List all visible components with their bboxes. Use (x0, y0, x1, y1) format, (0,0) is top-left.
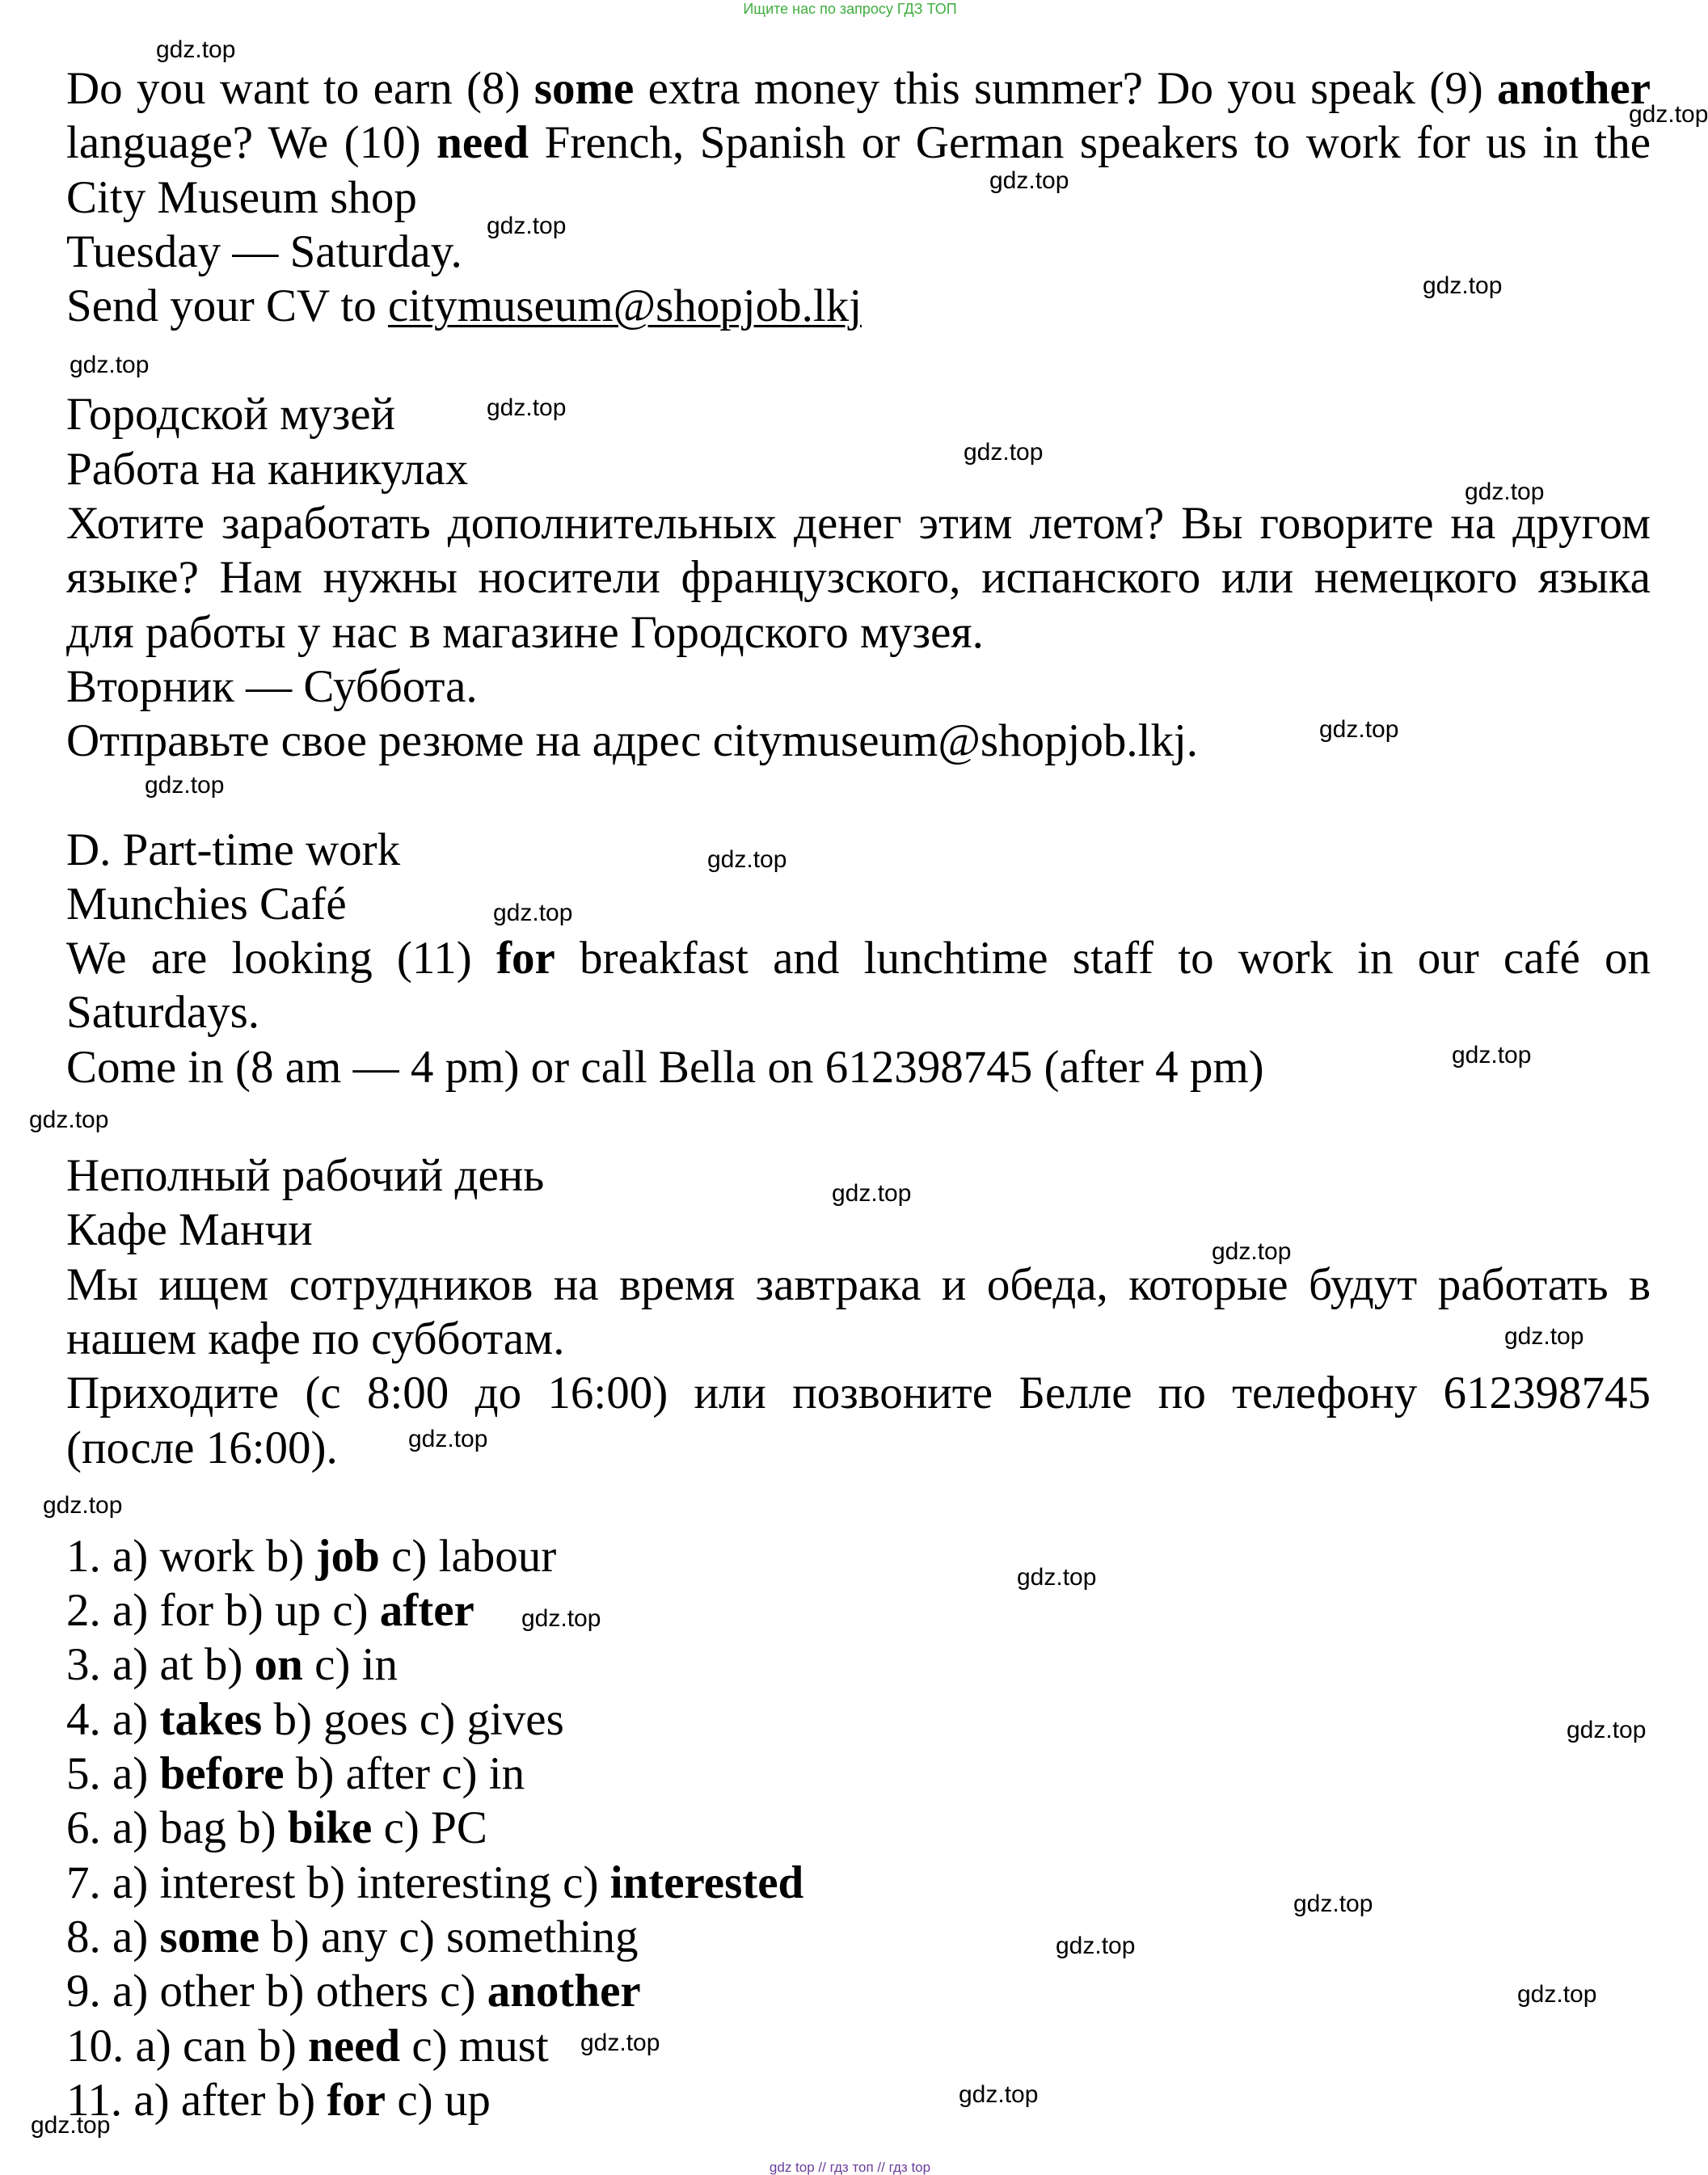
ad-d-line-4: Saturdays. (66, 987, 260, 1039)
watermark: gdz.top (156, 36, 236, 63)
watermark: gdz.top (832, 1180, 912, 1207)
ad-c-ru-line-2: Работа на каникулах (66, 443, 469, 495)
watermark: gdz.top (1517, 1981, 1597, 2008)
answer-item: 1. a) work b) job c) labour (66, 1530, 557, 1582)
watermark: gdz.top (1423, 272, 1503, 299)
answer-item: 10. a) can b) need c) must (66, 2020, 549, 2072)
ad-d-line-1: D. Part-time work (66, 824, 401, 875)
ad-c-line-4: Tuesday — Saturday. (66, 226, 462, 277)
watermark: gdz.top (580, 2030, 660, 2056)
watermark: gdz.top (959, 2081, 1039, 2108)
answer-bold: on (254, 1639, 303, 1691)
email-link[interactable]: citymuseum@shopjob.lkj (387, 280, 862, 332)
watermark: gdz.top (1629, 101, 1708, 128)
watermark: gdz.top (964, 439, 1044, 466)
ad-c-ru-line-6: Вторник — Суббота. (66, 660, 478, 712)
ad-c-ru-line-5: для работы у нас в магазине Городского музея. (66, 606, 984, 658)
watermark: gdz.top (989, 167, 1069, 194)
ad-c-ru-line-1: Городской музей (66, 389, 396, 440)
ad-d-ru-line-3: Мы ищем сотрудников на время завтрака и обеда, которые будут работать в (66, 1258, 1651, 1310)
answer-item: 3. a) at b) on c) in (66, 1639, 398, 1691)
watermark: gdz.top (29, 1106, 109, 1133)
answer-bold: job (315, 1530, 380, 1582)
watermark: gdz.top (487, 394, 567, 421)
page-content (66, 61, 1651, 2127)
watermark: gdz.top (1504, 1323, 1584, 1350)
answer-bold: another (487, 1966, 641, 2017)
answer-item: 9. a) other b) others c) another (66, 1966, 641, 2017)
answer-item: 2. a) for b) up c) after (66, 1585, 474, 1637)
ad-c-line-3: City Museum shop (66, 171, 417, 223)
answer-bold: before (159, 1748, 285, 1800)
ad-d-line-3: We are looking (11) for breakfast and lunchtime staff to work in our café on (66, 933, 1651, 984)
answer-bold: need (308, 2020, 401, 2072)
ad-c-line-5: Send your CV to citymuseum@shopjob.lkj (66, 280, 862, 332)
ad-d-line-5: Come in (8 am — 4 pm) or call Bella on 612398745 (after 4 pm) (66, 1041, 1264, 1093)
watermark: gdz.top (31, 2112, 111, 2139)
spacer (66, 1094, 1651, 1149)
answer-bold: takes (159, 1693, 263, 1745)
answer-bold: after (379, 1585, 474, 1637)
answer-item: 6. a) bag b) bike c) PC (66, 1802, 487, 1854)
ad-c-line-1: Do you want to earn (8) some extra money this summer? Do you speak (9) another (66, 63, 1651, 114)
ad-d-ru-line-5: Приходите (с 8:00 до 16:00) или позвоните Белле по телефону 612398745 (66, 1368, 1651, 1419)
answer-item: 4. a) takes b) goes c) gives (66, 1693, 564, 1745)
answer-item: 8. a) some b) any c) something (66, 1911, 639, 1962)
ad-d-ru-line-2: Кафе Манчи (66, 1204, 313, 1256)
ad-c-ru-line-7: Отправьте свое резюме на адрес citymuseum@shopjob.lkj. (66, 715, 1199, 767)
spacer (66, 1475, 1651, 1529)
footer-links[interactable]: gdz top // гдз топ // гдз top (769, 2160, 931, 2175)
watermark: gdz.top (1319, 716, 1399, 743)
watermark: gdz.top (1017, 1564, 1097, 1591)
ad-d-ru-line-1: Неполный рабочий день (66, 1150, 545, 1202)
ad-d-ru-line-4: нашем кафе по субботам. (66, 1313, 565, 1364)
answer-item: 5. a) before b) after c) in (66, 1748, 525, 1800)
answers-list (66, 1529, 1651, 2127)
top-banner[interactable]: Ищите нас по запросу ГДЗ ТОП (743, 1, 957, 17)
ad-d-ru-line-6: (после 16:00). (66, 1422, 338, 1473)
ad-d-line-2: Munchies Café (66, 878, 347, 929)
watermark: gdz.top (1293, 1890, 1373, 1917)
ad-c-ru-line-3: Хотите заработать дополнительных денег этим летом? Вы говорите на другом (66, 498, 1651, 550)
watermark: gdz.top (1567, 1717, 1647, 1743)
watermark: gdz.top (493, 900, 573, 926)
ad-c-ru-line-4: языке? Нам нужны носители французского, испанского или немецкого языка (66, 552, 1651, 604)
answer-bold: some (159, 1911, 259, 1962)
answer-bold: interested (609, 1857, 804, 1908)
watermark: gdz.top (408, 1426, 488, 1452)
watermark: gdz.top (1212, 1238, 1292, 1265)
watermark: gdz.top (487, 213, 567, 239)
watermark: gdz.top (1465, 478, 1545, 505)
watermark: gdz.top (145, 772, 225, 799)
answer-bold: need (436, 117, 529, 169)
spacer (66, 769, 1651, 823)
answer-item: 7. a) interest b) interesting c) interested (66, 1857, 804, 1908)
answer-bold: for (496, 933, 555, 984)
watermark: gdz.top (521, 1605, 601, 1632)
answer-bold: another (1497, 63, 1651, 114)
watermark: gdz.top (43, 1492, 123, 1519)
spacer (66, 333, 1651, 387)
ad-c-line-2: language? We (10) need French, Spanish or German speakers to work for us in the (66, 117, 1651, 169)
answer-item: 11. a) after b) for c) up (66, 2074, 491, 2126)
answer-bold: some (533, 63, 635, 114)
answer-bold: for (327, 2074, 386, 2126)
watermark: gdz.top (70, 352, 150, 378)
watermark: gdz.top (1452, 1042, 1532, 1069)
answer-bold: bike (287, 1802, 373, 1854)
watermark: gdz.top (707, 846, 787, 873)
watermark: gdz.top (1056, 1933, 1136, 1959)
